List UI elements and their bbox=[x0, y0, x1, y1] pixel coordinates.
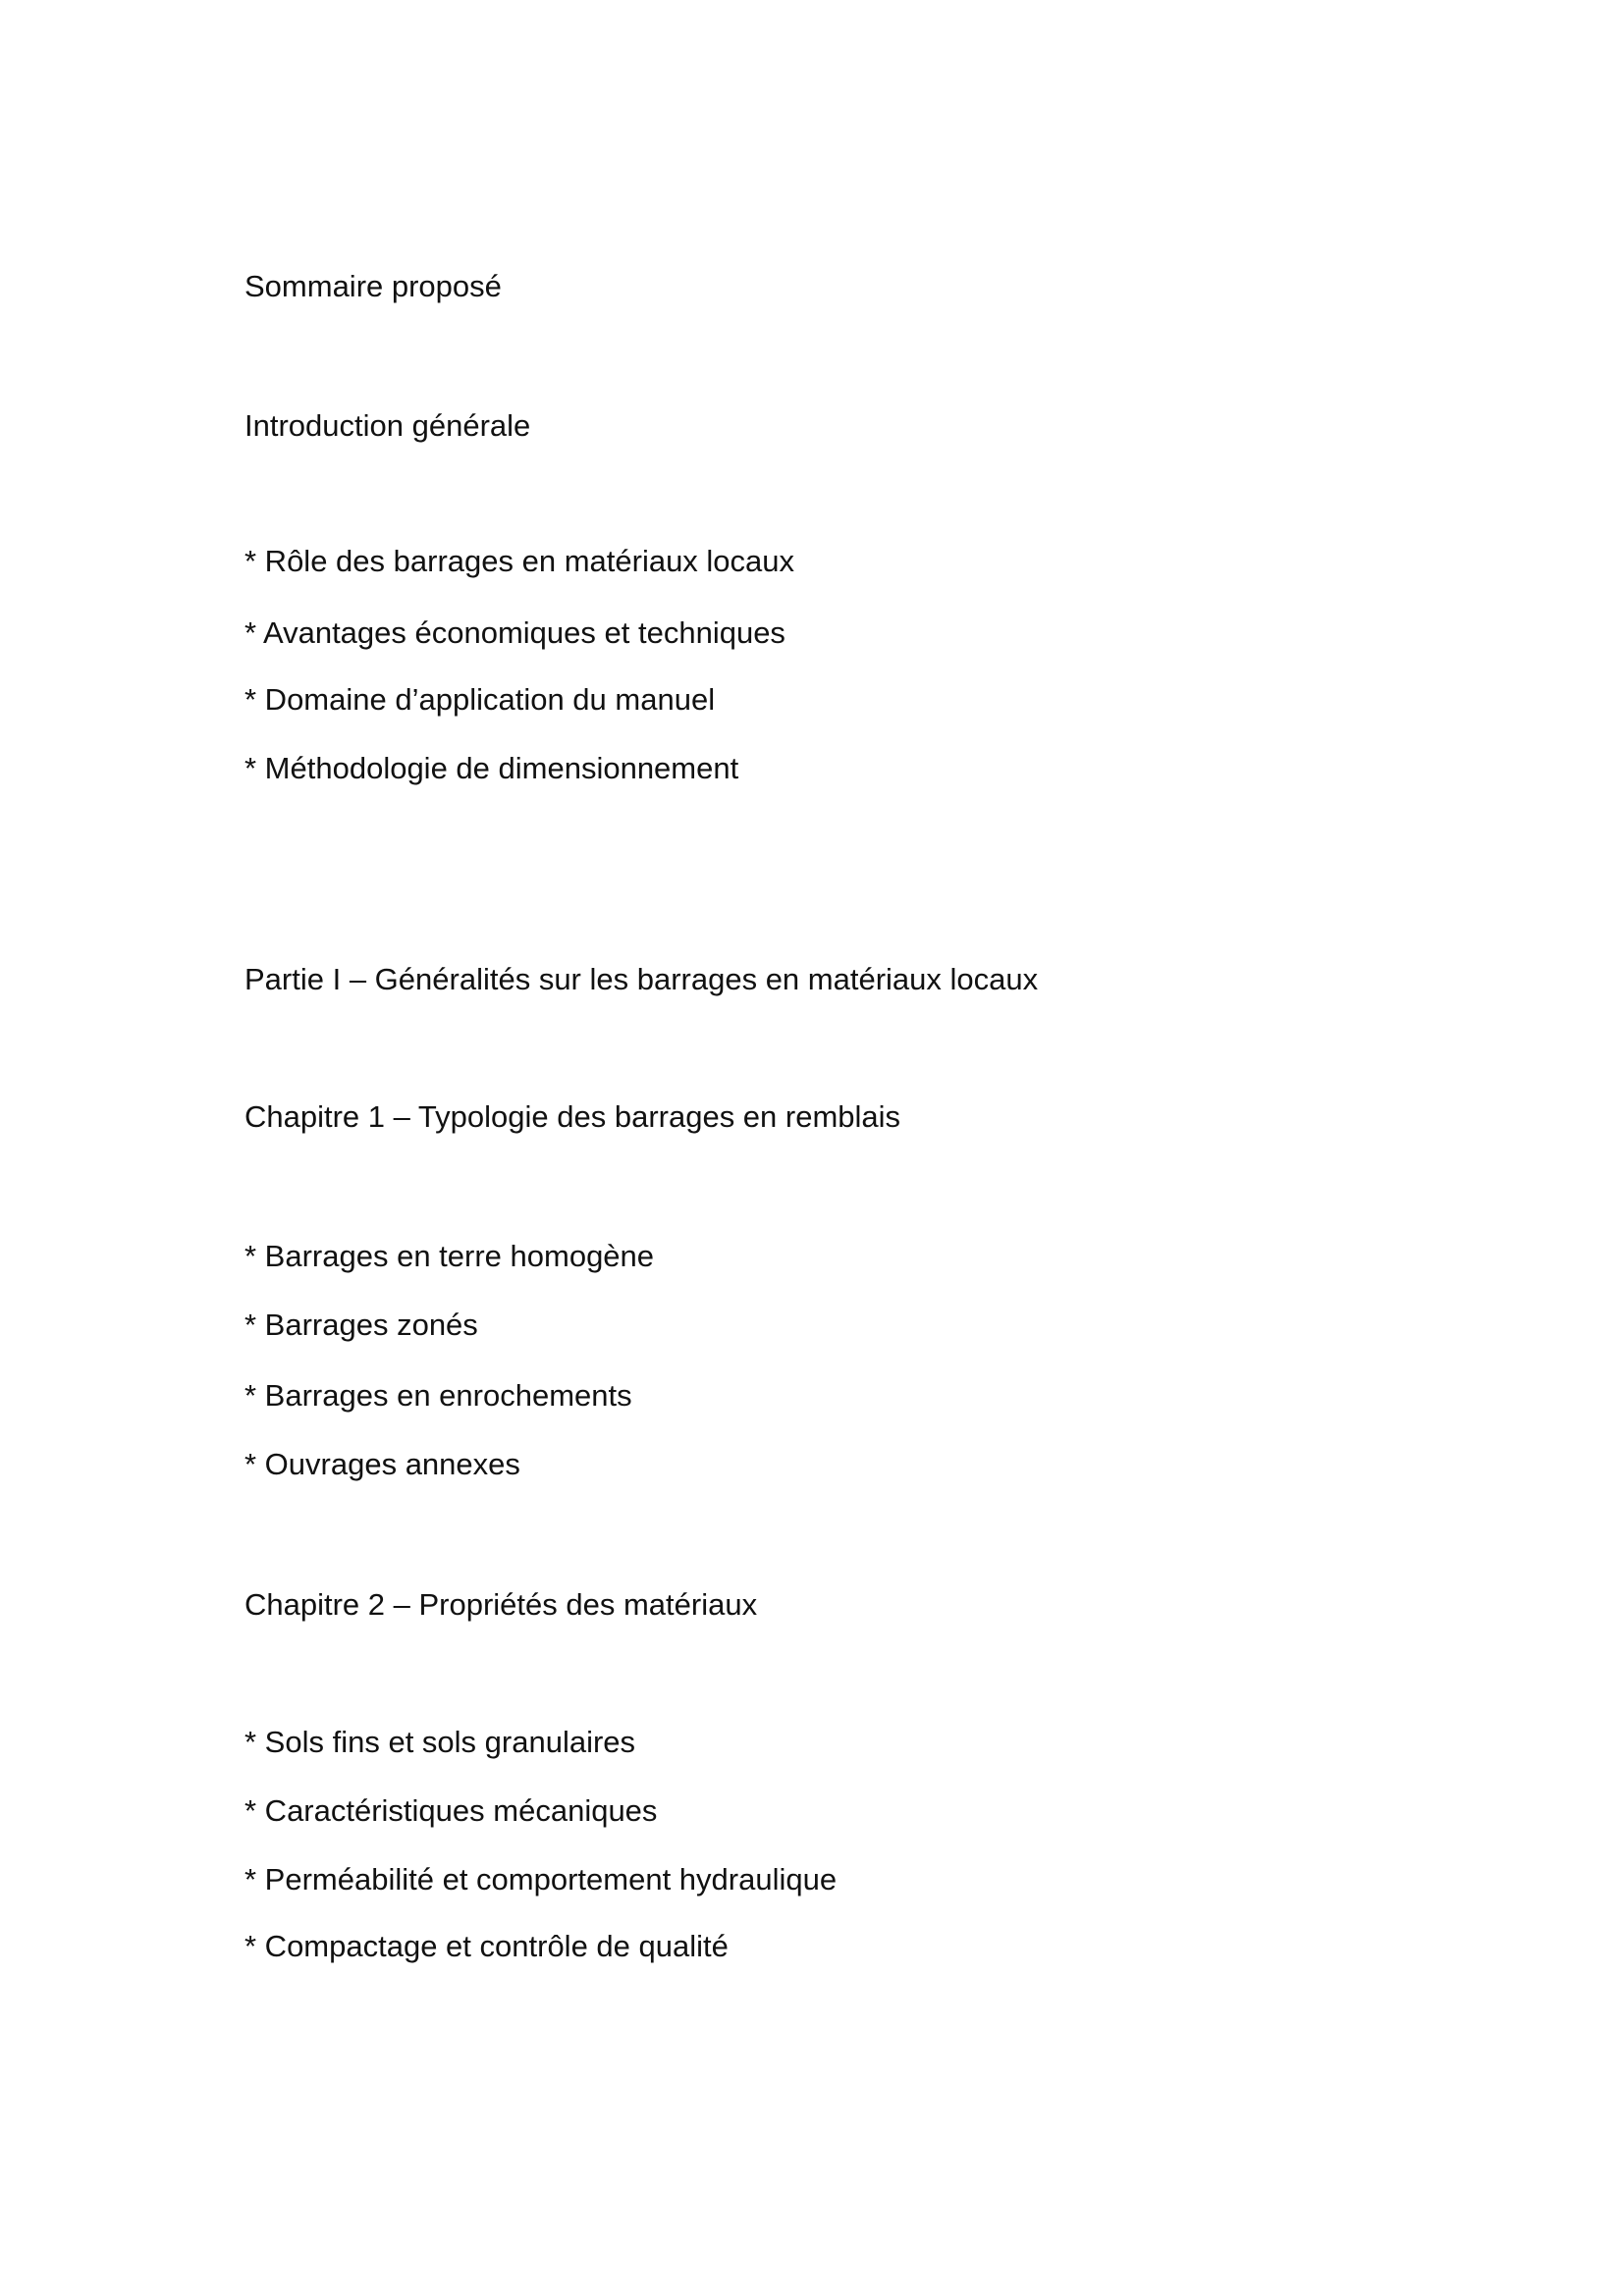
toc-item: * Barrages en terre homogène bbox=[244, 1239, 655, 1273]
doc-title: Sommaire proposé bbox=[244, 269, 502, 303]
section-heading-introduction: Introduction générale bbox=[244, 408, 531, 443]
toc-item: * Caractéristiques mécaniques bbox=[244, 1793, 658, 1828]
toc-item: * Domaine d’application du manuel bbox=[244, 682, 716, 717]
toc-item: * Perméabilité et comportement hydraulique bbox=[244, 1862, 838, 1896]
toc-item: * Ouvrages annexes bbox=[244, 1447, 520, 1481]
toc-item: * Barrages en enrochements bbox=[244, 1378, 632, 1413]
chapter-heading-1: Chapitre 1 – Typologie des barrages en remblais bbox=[244, 1099, 901, 1134]
toc-item: * Méthodologie de dimensionnement bbox=[244, 751, 739, 785]
toc-item: * Sols fins et sols granulaires bbox=[244, 1725, 636, 1759]
toc-item: * Avantages économiques et techniques bbox=[244, 615, 785, 650]
toc-item: * Compactage et contrôle de qualité bbox=[244, 1929, 729, 1963]
section-heading-partie-1: Partie I – Généralités sur les barrages en matériaux locaux bbox=[244, 962, 1039, 996]
toc-item: * Barrages zonés bbox=[244, 1308, 478, 1342]
chapter-heading-2: Chapitre 2 – Propriétés des matériaux bbox=[244, 1587, 758, 1622]
toc-item: * Rôle des barrages en matériaux locaux bbox=[244, 544, 795, 578]
